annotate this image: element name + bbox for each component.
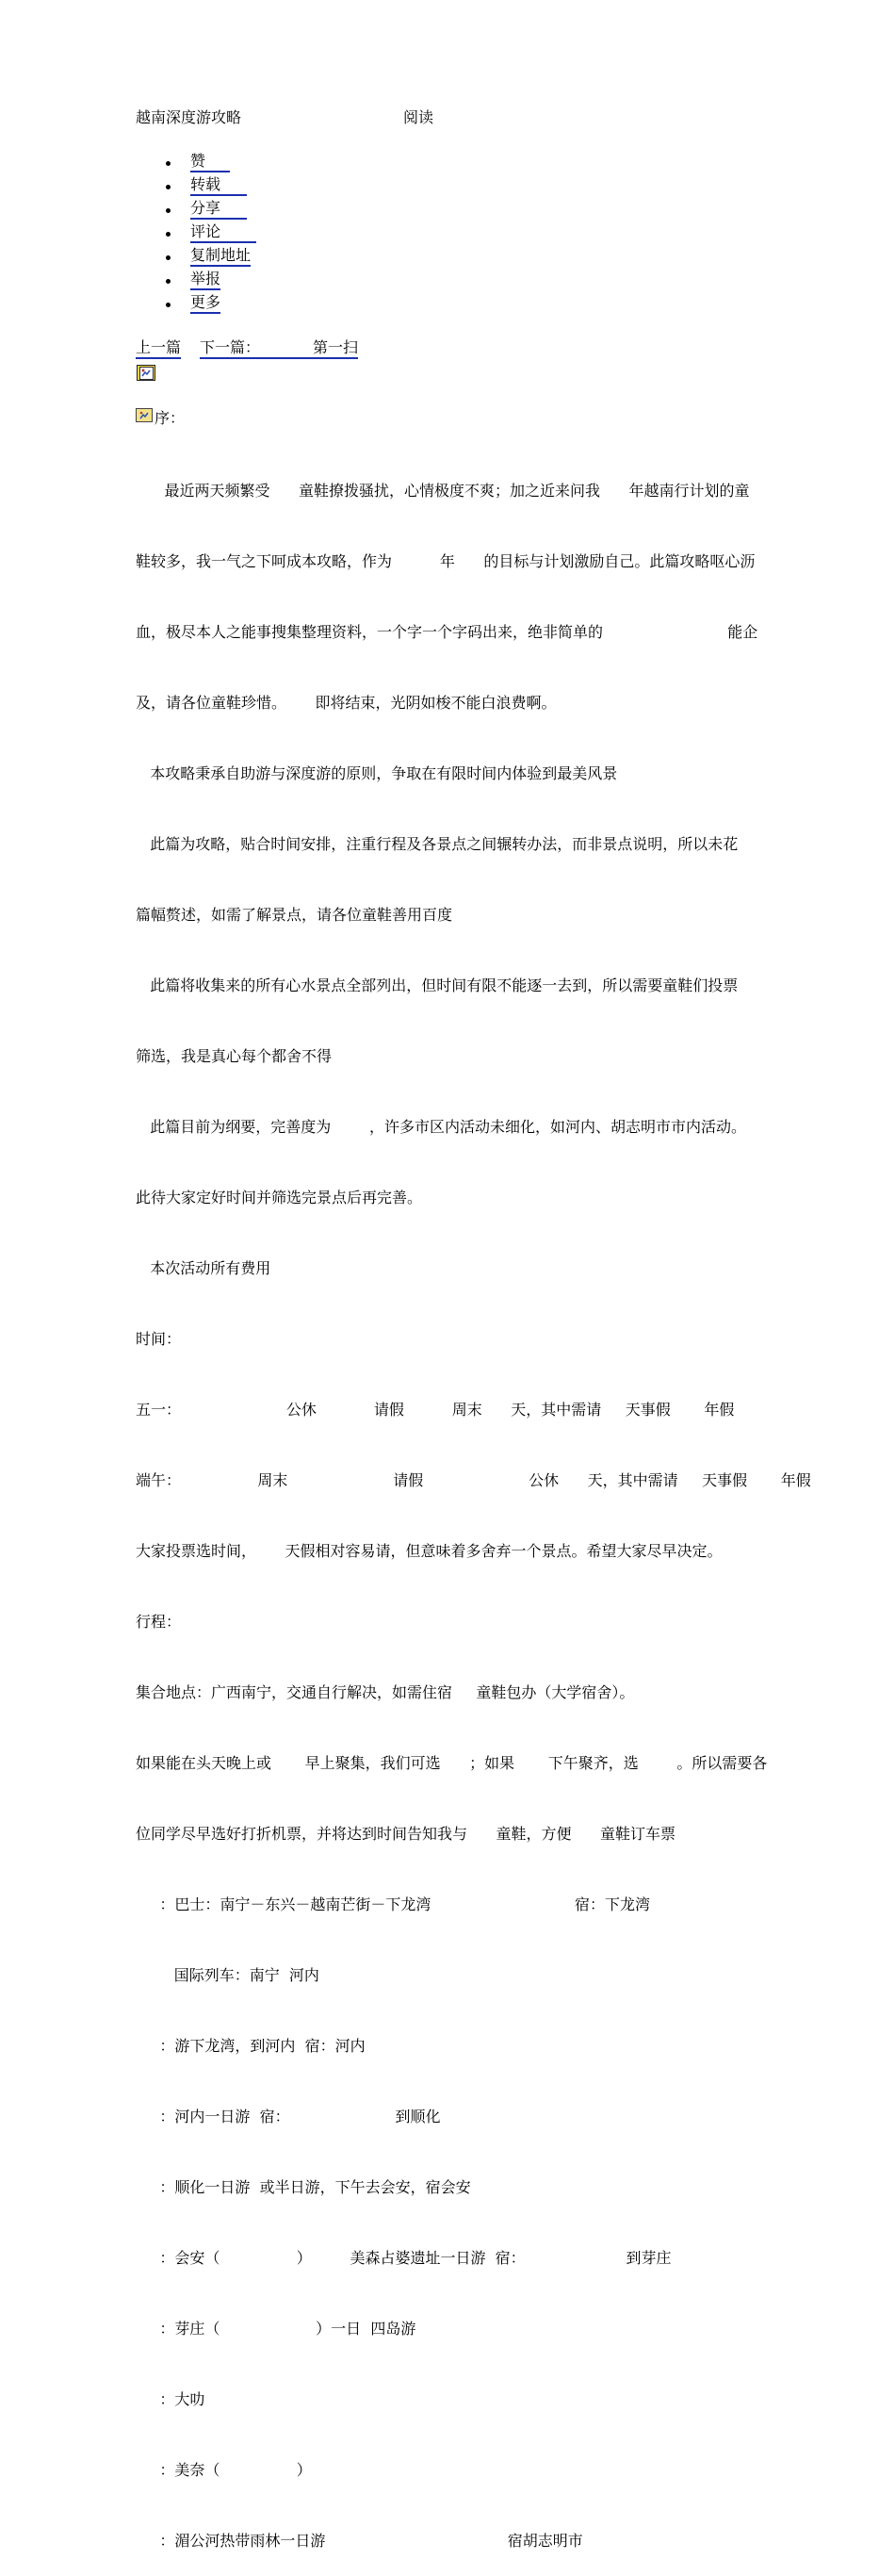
body-line: 此待大家定好时间并筛选完景点后再完善。 bbox=[136, 1189, 423, 1206]
article-body bbox=[136, 432, 811, 2576]
bullet-icon bbox=[166, 232, 171, 237]
image-icon bbox=[136, 408, 153, 422]
bullet-icon bbox=[166, 303, 171, 307]
body-line: ：游下龙湾，到河内 宿：河内 bbox=[136, 2037, 366, 2055]
more-link[interactable]: 更多 bbox=[190, 293, 220, 314]
body-line: 此篇目前为纲要，完善度为 ，许多市区内活动未细化，如河内、胡志明市市内活动。 bbox=[136, 1118, 746, 1136]
like-link[interactable]: 赞 bbox=[190, 152, 230, 172]
body-line: 此篇将收集来的所有心水景点全部列出，但时间有限不能逐一去到，所以需要童鞋们投票 bbox=[136, 976, 739, 994]
body-line: ：美奈（ ） bbox=[136, 2461, 312, 2479]
bullet-icon bbox=[166, 161, 171, 166]
body-line: 国际列车：南宁 河内 bbox=[136, 1966, 319, 1984]
body-line: 如果能在头天晚上或 早上聚集，我们可选 ；如果 下午聚齐，选 。所以需要各 bbox=[136, 1754, 768, 1772]
next-post-link[interactable]: 下一篇： 第一扫 bbox=[200, 338, 358, 359]
body-line: 筛选，我是真心每个都舍不得 bbox=[136, 1047, 333, 1065]
preface-label: 序： bbox=[155, 409, 186, 427]
body-line: 血，极尽本人之能事搜集整理资料，一个字一个字码出来，绝非简单的 能企 bbox=[136, 623, 758, 641]
previous-post-link[interactable]: 上一篇 bbox=[136, 338, 181, 359]
body-line: ：芽庄（ ）一日 四岛游 bbox=[136, 2320, 416, 2338]
body-line: 端午： 周末 请假 公休 天，其中需请 天事假 年假 bbox=[136, 1471, 811, 1489]
broken-image-icon bbox=[137, 365, 155, 381]
body-line: 行程： bbox=[136, 1613, 182, 1631]
body-line: 及，请各位童鞋珍惜。 即将结束，光阴如梭不能白浪费啊。 bbox=[136, 694, 557, 712]
body-line: 本攻略秉承自助游与深度游的原则，争取在有限时间内体验到最美风景 bbox=[136, 764, 618, 782]
body-line: 最近两天频繁受 童鞋撩拨骚扰，心情极度不爽；加之近来问我 年越南行计划的童 bbox=[136, 482, 750, 500]
body-line: ：会安（ ） 美森占婆遗址一日游 宿： 到芽庄 bbox=[136, 2249, 672, 2267]
bullet-icon bbox=[166, 279, 171, 284]
body-line: 集合地点：广西南宁，交通自行解决，如需住宿 童鞋包办（大学宿舍）。 bbox=[136, 1683, 635, 1701]
copy-address-link[interactable]: 复制地址 bbox=[190, 246, 251, 267]
page-title: 越南深度游攻略 bbox=[136, 108, 242, 126]
body-line: 大家投票选时间， 天假相对容易请，但意味着多舍弃一个景点。希望大家尽早决定。 bbox=[136, 1542, 723, 1560]
post-navigation bbox=[136, 338, 358, 359]
body-line: 此篇为攻略，贴合时间安排，注重行程及各景点之间辗转办法，而非景点说明，所以未花 bbox=[136, 835, 739, 853]
body-line: 本次活动所有费用 bbox=[136, 1259, 271, 1277]
body-line: ：巴士：南宁－东兴－越南芒街－下龙湾 宿：下龙湾 bbox=[136, 1895, 651, 1913]
body-line: 位同学尽早选好打折机票，并将达到时间告知我与 童鞋，方便 童鞋订车票 bbox=[136, 1825, 676, 1843]
share-link[interactable]: 分享 bbox=[190, 199, 247, 220]
comment-link[interactable]: 评论 bbox=[190, 222, 256, 243]
body-line: 时间： bbox=[136, 1330, 182, 1348]
bullet-icon bbox=[166, 185, 171, 189]
body-line: 鞋较多，我一气之下呵成本攻略，作为 年 的目标与计划激励自己。此篇攻略呕心沥 bbox=[136, 552, 756, 570]
bullet-icon bbox=[166, 208, 171, 213]
body-line: ：大叻 bbox=[136, 2390, 205, 2408]
body-line: ：湄公河热带雨林一日游 宿胡志明市 bbox=[136, 2532, 583, 2550]
bullet-icon bbox=[166, 255, 171, 260]
body-line: ：顺化一日游 或半日游，下午去会安，宿会安 bbox=[136, 2178, 471, 2196]
report-link[interactable]: 举报 bbox=[190, 270, 220, 290]
repost-link[interactable]: 转载 bbox=[190, 175, 247, 196]
body-line: 篇幅赘述，如需了解景点，请各位童鞋善用百度 bbox=[136, 906, 453, 924]
body-line: 五一： 公休 请假 周末 天，其中需请 天事假 年假 bbox=[136, 1401, 735, 1419]
body-line: ：河内一日游 宿： 到顺化 bbox=[136, 2108, 441, 2125]
read-count-label: 阅读 bbox=[403, 108, 434, 126]
